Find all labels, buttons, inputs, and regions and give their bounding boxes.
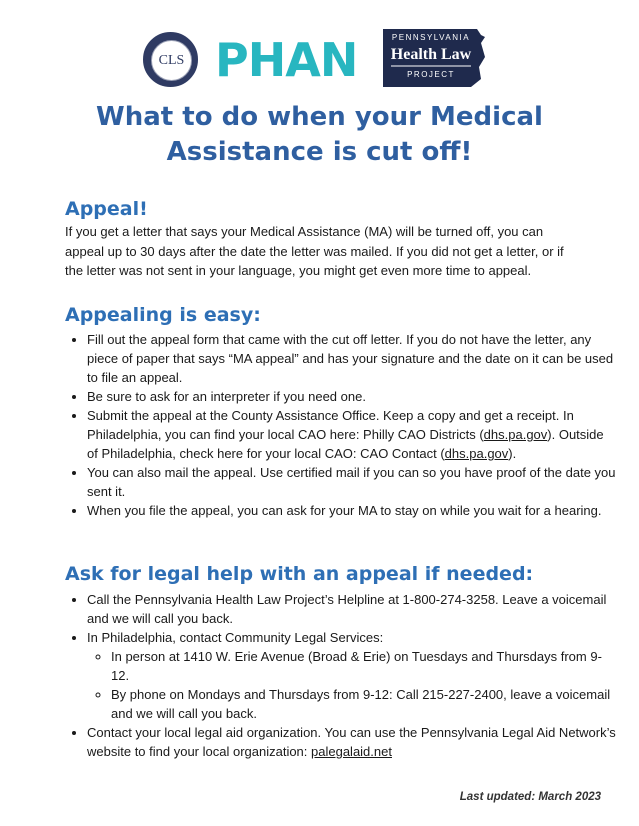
sub-item-in-person: ◦ In person at 1410 W. Erie Avenue (Broad & Erie) on Tuesdays and Thursdays from 9-12. — [111, 647, 617, 685]
list-item: • Fill out the appeal form that came with the cut off letter. If you do not have the letter, any piece of paper that says “MA appeal” and has your signature and the date on it can be used to file an appeal. — [87, 330, 617, 387]
palegalaid-link[interactable]: palegalaid.net — [311, 744, 392, 759]
phlp-logo — [381, 27, 487, 89]
list-item: • Be sure to ask for an interpreter if you need one. — [87, 387, 617, 406]
last-updated: Last updated: March 2023 — [459, 791, 601, 803]
title-line-2: Assistance is cut off! — [166, 137, 473, 167]
local-text: Contact your local legal aid organization. You can use the Pennsylvania Legal Aid Network’s website to find your local organization: — [87, 725, 616, 759]
cao-link-outside[interactable]: dhs.pa.gov — [444, 446, 509, 461]
cao-link-philly[interactable]: dhs.pa.gov — [483, 427, 548, 442]
list-item: • You can also mail the appeal. Use certified mail if you can so you have proof of the date you sent it. — [87, 463, 617, 501]
list-item-helpline: • Call the Pennsylvania Health Law Project’s Helpline at 1-800-274-3258. Leave a voicemail and we will call you back. — [87, 590, 617, 628]
cls-logo — [143, 32, 198, 87]
page-title — [0, 100, 639, 170]
appealing-easy-heading: Appealing is easy: — [65, 304, 261, 326]
phlp-name: Health Law — [390, 46, 472, 63]
legal-help-list — [65, 590, 617, 761]
logo-bar — [0, 22, 639, 92]
cao-text-c: ). — [508, 446, 517, 461]
philly-sublist — [87, 647, 617, 723]
phan-logo: PHAN — [215, 33, 358, 87]
title-line-1: What to do when your Medical — [96, 102, 543, 132]
cls-initials: CLS — [151, 40, 192, 81]
list-item: • When you file the appeal, you can ask for your MA to stay on while you wait for a hearing. — [87, 501, 617, 520]
phlp-state: PENNSYLVANIA — [391, 33, 471, 42]
list-item-philly — [87, 628, 617, 723]
appealing-steps-list — [65, 330, 617, 520]
philly-text: In Philadelphia, contact Community Legal Services: — [87, 630, 384, 645]
appeal-heading: Appeal! — [65, 198, 148, 220]
appeal-text: If you get a letter that says your Medical Assistance (MA) will be turned off, you can appeal up to 30 days after the date the letter was mailed. If you did not get a letter, or if the letter was not sent in your language, you might get even more time to appeal. — [65, 224, 564, 278]
list-item-local — [87, 723, 617, 761]
list-item-cao — [87, 406, 617, 463]
sub-item-phone: ◦ By phone on Mondays and Thursdays from 9-12: Call 215-227-2400, leave a voicemail and we will call you back. — [111, 685, 617, 723]
phlp-project: PROJECT — [407, 70, 455, 79]
cao-text-b: ). Outside of Philadelphia, check here for your local CAO: CAO Contact ( — [87, 427, 604, 461]
legal-help-heading: Ask for legal help with an appeal if needed: — [65, 563, 534, 585]
cao-text-a: Submit the appeal at the County Assistance Office. Keep a copy and get a receipt. In Philadelphia, you can find your local CAO here: Philly CAO Districts ( — [87, 408, 574, 442]
